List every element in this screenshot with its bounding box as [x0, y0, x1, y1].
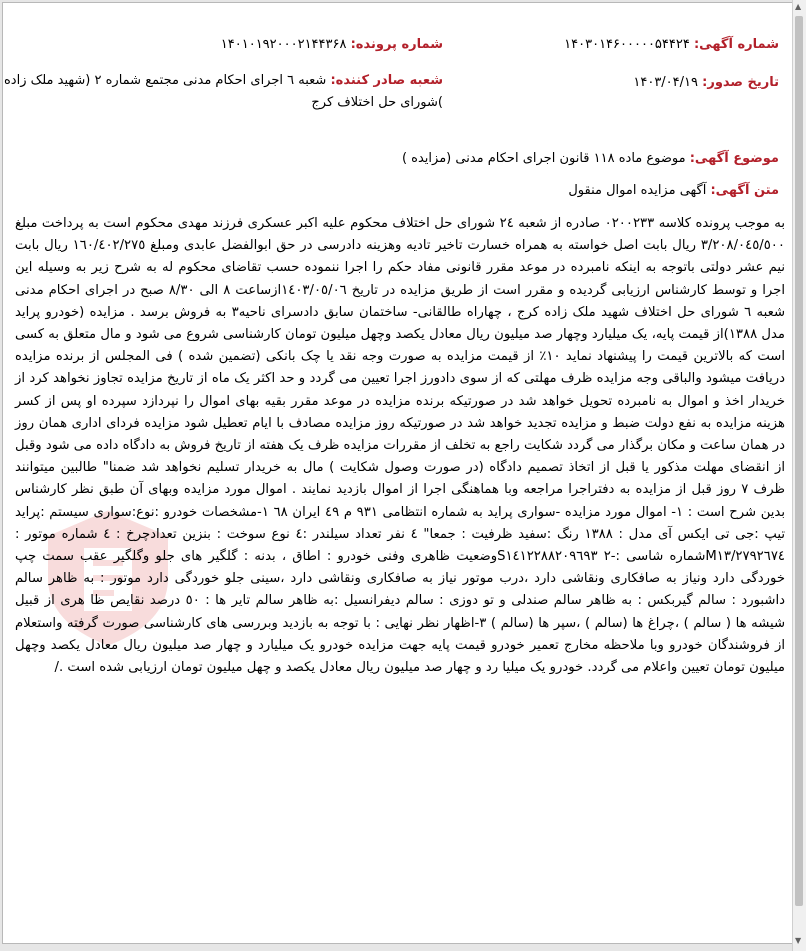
notice-document [2, 2, 794, 944]
issuer-value-line2: )شورای حل اختلاف کرج [311, 95, 443, 110]
ad-number-label: شماره آگهی: [693, 37, 779, 52]
scrollbar-thumb[interactable] [795, 16, 803, 906]
notice-body-text: به موجب پرونده کلاسه ۰۲۰۰۲۳۳ صادره از شعبه ٢٤ شورای حل اختلاف محکوم علیه اکبر عسکری فرزند مهدی محکوم است به پرداخت مبلغ ٣/٢٠٨/٠٤٥/٥٠٠ ریال بابت اصل خواسته به همراه خسارت تاخیر تادیه وهزینه دادرسی در حق ابوالفضل عابدی ومبلغ ١٦٠/٤٠٢/٢٧٥ ریال بابت نیم عشر دولتی باتوجه به اینکه نامبرده در موعد مقرر قانونی مفاد حکم را اجرا ننموده حسب تقاضای محکوم له به شرح زیر به وسیله این اجرا و توسط کارشناس ارزیابی گردیده و مقرر است از طریق مزایده در تاریخ ١٤٠٣/٠٥/٠٦ازساعت ٨ الی ٨/٣٠ صبح در اجرای احکام مدنی شعبه ٦ شورای حل اختلاف شهید ملک زاده کرج ، چهاراه طالقانی- ساختمان سابق دادسرای ناحیه٣ به فروش برسد . مزایده (خودرو پراید مدل ١٣٨٨)از قیمت پایه، یک میلیارد وچهار صد میلیون ریال معادل یکصد وچهل میلیون تومان کارشناسی شروع می شود و مال متعلق به کسی است که بالاترین قیمت را پیشنهاد نماید ١٠٪ از قیمت مزایده به صورت وجه نقد یا چک بانکی (تضمین شده ) فی المجلس از برنده مزایده دریافت میشود والباقی وجه مزایده ظرف مهلتی که از سوی دادورز اجرا تعیین می گردد و حد اکثر یک ماه از تاریخ مزایده تجاوز نخواهد کرد از خریدار اخذ و اموال به نامبرده تحویل خواهد شد در صورتیکه برنده مزایده در موعد مقرر بقیه بهای اموال را نپردازد سپرده او پس از کسر هزینه مزایده به نفع دولت ضبط و مزایده تجدید خواهد شد در صورتیکه روز مزایده مصادف با ایام تعطیل شود مزایده فردای اداری همان روز در همان ساعت و مکان برگذار می گردد شکایت راجع به تخلف از مقررات مزایده ظرف یک هفته از تاریخ فروش به دادگاه داده می شود وقبل از انقضای مهلت مذکور یا قبل از اتخاذ تصمیم دادگاه (در صورت وصول شکایت ) مال به خریدار تسلیم نخواهد شد ضمنا" طالبین میتوانند ظرف ٧ روز قبل از مزایده به دفتراجرا مراجعه وبا هماهنگی اجرا از اموال بازدید نمایند . اموال مورد مزایده وبهای آن طبق نظر کارشناس بدین شرح است : ١- اموال مورد مزایده -سواری پراید به شماره انتظامی ٩٣١ م ٤٩ ایران ٦٨ ١-مشخصات خودرو :نوع:سواری سیستم :پراید تیپ :جی تی ایکس آی مدل : ١٣٨٨ رنگ :سفید ظرفیت : جمعا" ٤ نفر تعداد سیلندر :٤ نوع سوخت : بنزین تعدادچرخ : ٤ شماره موتور : M١٣/٢٧٩٢٦٧٤شماره شاسی :-٢ S١٤١٢٢٨٨٢٠٩٦٩٣وضعیت ظاهری وفنی خودرو : اطاق ، بدنه : گلگیر های جلو وگلگیر عقب سمت چپ خوردگی دارد ونیاز به صافکاری ونقاشی دارد ،درب موتور نیاز به صافکاری ونقاشی دارد ،سینی جلو خوردگی دارد موتور : به ظاهر سالم داشبورد : سالم گیربکس : به ظاهر سالم صندلی و تو دوزی : سالم دیفرانسیل :به ظاهر سالم تایر ها : ٥٠ درصد نقایص ظا هری از قبیل شیشه ها ( سالم ) ،چراغ ها (سالم ) ،سپر ها (سالم ) ٣-اظهار نظر نهایی : با توجه به بازدید وبررسی های کارشناسی صورت گرفته واستعلام از فروشندگان خودرو وبا ملاحظه مخارج تعمیر خودرو قیمت پایه جهت مزایده خودرو یک میلیارد و چهار صد میلیون ریال معادل یکصد وچهل میلیون تومان تعیین واعلام می گردد. خودرو یک میلیا رد و چهار صد میلیون ریال معادل یکصد و چهل میلیون تومان ارزیابی شده است ./ [15, 216, 786, 676]
subject-value: موضوع ماده ١١٨ قانون اجرای احکام مدنی (مزایده ) [401, 151, 686, 166]
subject-label: موضوع آگهی: [689, 151, 779, 166]
text-title-row [568, 183, 779, 198]
issue-date-row [633, 75, 779, 90]
issue-date-label: تاریخ صدور: [702, 75, 779, 90]
case-number-row [221, 37, 443, 52]
issuer-value-line1: شعبه ٦ اجرای احکام مدنی مجتمع شماره ٢ (شهید ملک زاده [4, 73, 327, 88]
issuer-row [4, 73, 443, 88]
ad-number-value: ۱۴۰۳۰۱۴۶۰۰۰۰۰۵۴۴۲۴ [564, 37, 690, 52]
issuer-row-2 [311, 95, 443, 110]
chevron-up-icon[interactable]: ▲ [795, 2, 802, 11]
issuer-label: شعبه صادر کننده: [330, 73, 443, 88]
case-number-value: ۱۴۰۱۰۱۹۲۰۰۰۲۱۴۴۳۶۸ [220, 37, 347, 52]
case-number-label: شماره پرونده: [350, 37, 443, 52]
ad-number-row [564, 37, 779, 52]
text-title: آگهی مزایده اموال منقول [568, 183, 707, 198]
vertical-scrollbar[interactable] [792, 0, 806, 951]
chevron-down-icon[interactable]: ▼ [795, 936, 802, 945]
text-label: متن آگهی: [710, 183, 779, 198]
subject-row [402, 151, 779, 166]
issue-date-value: ۱۴۰۳/۰۴/۱۹ [633, 75, 698, 90]
